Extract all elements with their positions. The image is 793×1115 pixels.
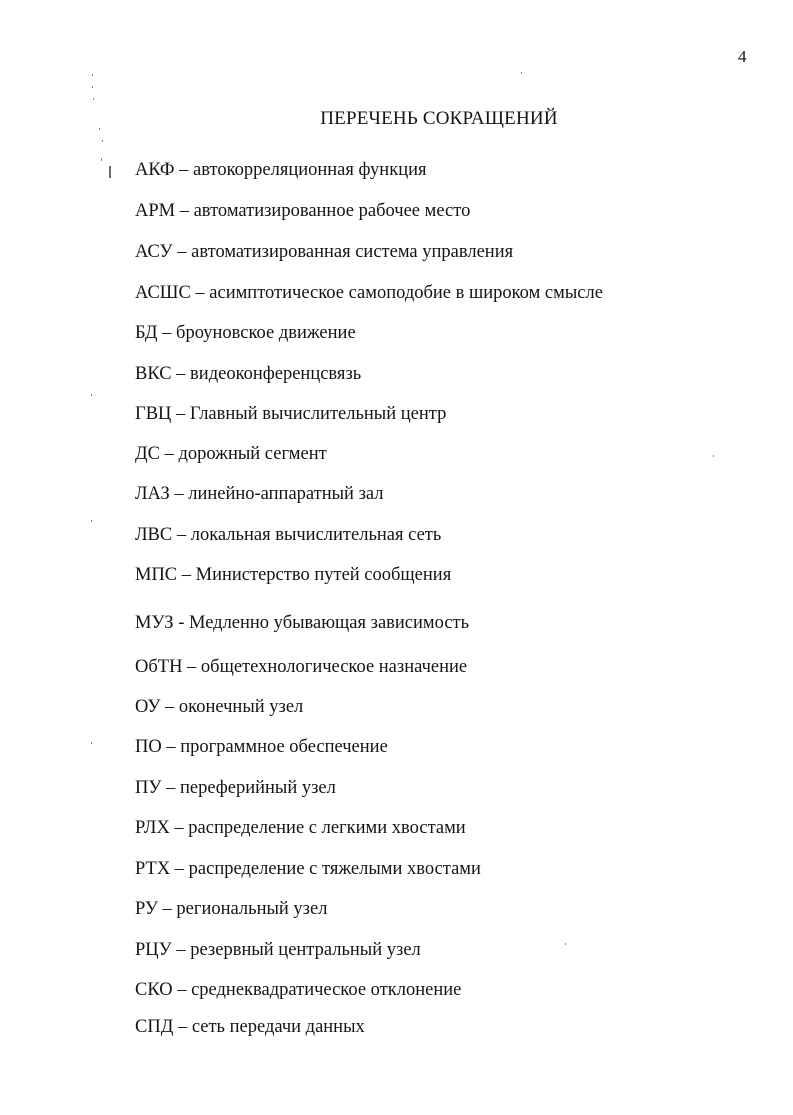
list-item: РЛХ – распределение с легкими хвостами (135, 818, 466, 838)
page-number: 4 (738, 47, 747, 66)
list-item: БД – броуновское движение (135, 323, 356, 343)
page-title: ПЕРЕЧЕНЬ СОКРАЩЕНИЙ (320, 108, 558, 129)
list-item: ЛАЗ – линейно-аппаратный зал (135, 484, 384, 504)
list-item: ОУ – оконечный узел (135, 697, 304, 717)
list-item: РУ – региональный узел (135, 899, 328, 919)
list-item: РЦУ – резервный центральный узел (135, 940, 421, 960)
list-item: АСУ – автоматизированная система управления (135, 242, 514, 262)
list-item: СПД – сеть передачи данных (135, 1017, 365, 1037)
list-item: МПС – Министерство путей сообщения (135, 565, 452, 585)
list-item: ГВЦ – Главный вычислительный центр (135, 404, 447, 424)
list-item: ЛВС – локальная вычислительная сеть (135, 525, 442, 545)
list-item: ДС – дорожный сегмент (135, 444, 327, 464)
list-item: МУЗ - Медленно убывающая зависимость (135, 613, 470, 633)
list-item: АРМ – автоматизированное рабочее место (135, 201, 471, 221)
list-item: ПУ – переферийный узел (135, 778, 336, 798)
list-item: ПО – программное обеспечение (135, 737, 388, 757)
list-item: СКО – среднеквадратическое отклонение (135, 980, 462, 1000)
list-item: АСШС – асимптотическое самоподобие в широком смысле (135, 283, 603, 303)
list-item: ОбТН – общетехнологическое назначение (135, 657, 468, 677)
list-item: АКФ – автокорреляционная функция (135, 160, 427, 180)
list-item: РТХ – распределение с тяжелыми хвостами (135, 859, 481, 879)
list-item: ВКС – видеоконференцсвязь (135, 364, 362, 384)
